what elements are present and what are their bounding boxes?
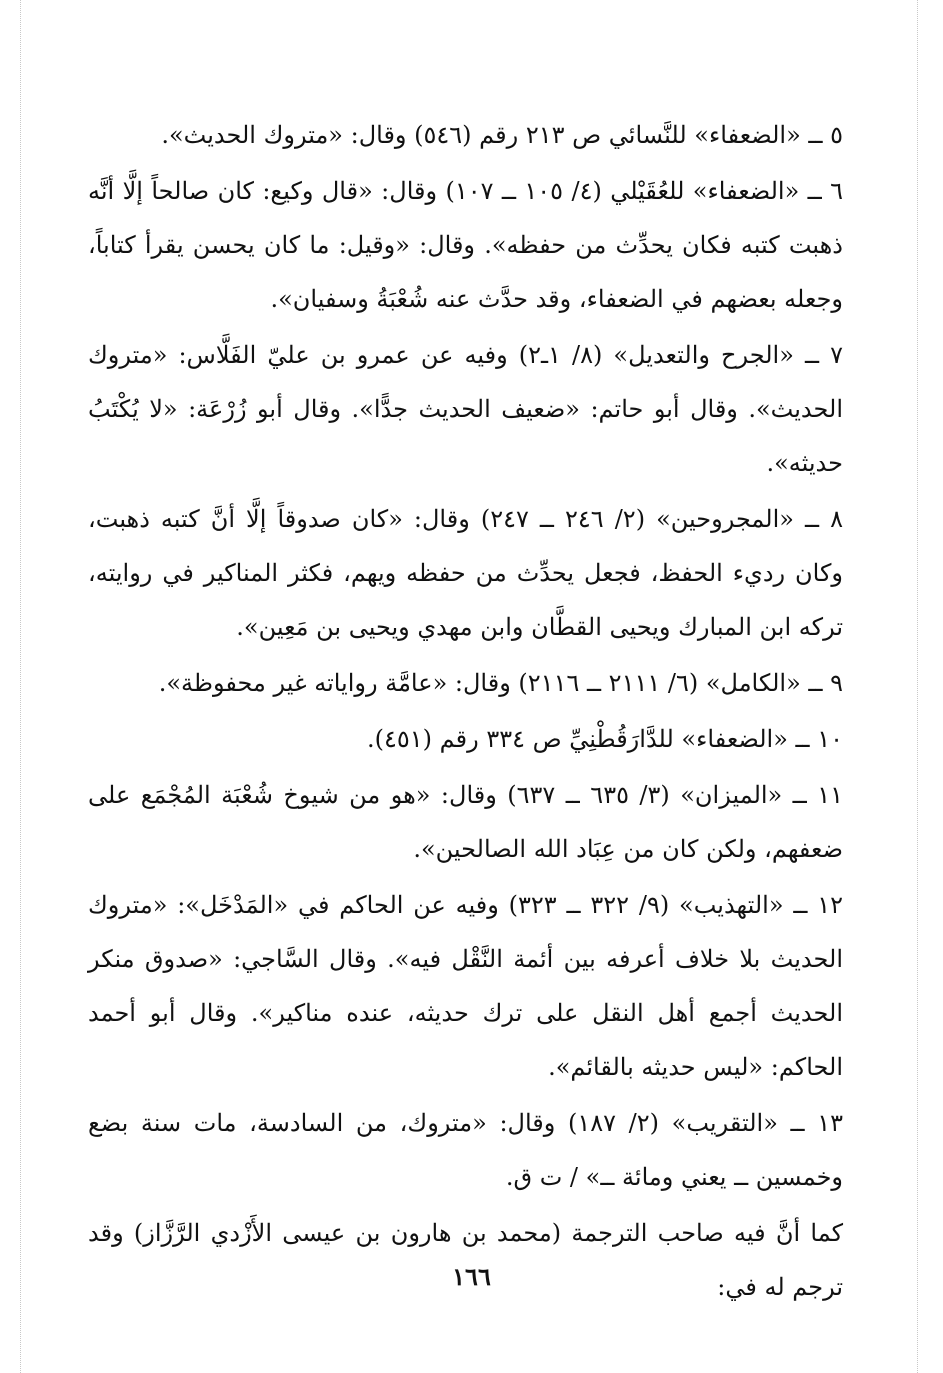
paragraph-6: ٦ ــ «الضعفاء» للعُقَيْلي (٤/ ١٠٥ ــ ١٠٧) وقال: «قال وكيع: كان صالحاً إلَّا أنَّه ذهبت كتبه فكان يحدِّث من حفظه». وقال: «وقيل: ما كان يحسن يقرأ كتاباً، وجعله بعضهم في الضعفاء، وقد حدَّث عنه شُعْبَةُ وسفيان». (88, 177, 844, 313)
scan-margin-line-right (917, 0, 918, 1373)
paragraph-closing: كما أنَّ فيه صاحب الترجمة (محمد بن هارون بن عيسى الأَزْدي الرَّزَّاز) وقد ترجم له في: (88, 1219, 843, 1301)
paragraph-11: ١١ ــ «الميزان» (٣/ ٦٣٥ ــ ٦٣٧) وقال: «هو من شيوخ شُعْبَة المُجْمَع على ضعفهم، ولكن كان من عِبَاد الله الصالحين». (88, 781, 843, 863)
paragraph-7: ٧ ــ «الجرح والتعديل» (٨/ ١ـ٢) وفيه عن عمرو بن عليّ الفَلَّاس: «متروك الحديث». وقال أبو حاتم: «ضعيف الحديث جدًّا». وقال أبو زُرْعَة: «لا يُكْتَبُ حديثه». (88, 341, 844, 477)
scan-margin-line-left (20, 0, 21, 1373)
page-number: ١٦٦ (452, 1262, 491, 1291)
paragraph-12: ١٢ ــ «التهذيب» (٩/ ٣٢٢ ــ ٣٢٣) وفيه عن الحاكم في «المَدْخَل»: «متروك الحديث بلا خلاف أعرفه بين أئمة النَّقْل فيه». وقال السَّاجي: «صدوق منكر الحديث أجمع أهل النقل على ترك حديثه، عنده مناكير». وقال أبو أحمد الحاكم: «ليس حديثه بالقائم». (88, 891, 843, 1081)
main-text (88, 108, 843, 1316)
paragraph-9: ٩ ــ «الكامل» (٦/ ٢١١١ ــ ٢١١٦) وقال: «عامَّة رواياته غير محفوظة». (158, 669, 843, 697)
paragraph-13: ١٣ ــ «التقريب» (٢/ ١٨٧) وقال: «متروك، من السادسة، مات سنة بضع وخمسين ــ يعني ومائة ــ» / ت ق. (88, 1109, 843, 1191)
paragraph-5: ٥ ــ «الضعفاء» للنَّسائي ص ٢١٣ رقم (٥٤٦) وقال: «متروك الحديث». (161, 121, 843, 149)
paragraph-8: ٨ ــ «المجروحين» (٢/ ٢٤٦ ــ ٢٤٧) وقال: «كان صدوقاً إلَّا أنَّ كتبه ذهبت، وكان رديء الحفظ، فجعل يحدِّث من حفظه ويهم، فكثر المناكير في روايته، تركه ابن المبارك ويحيى القطَّان وابن مهدي ويحيى بن مَعِين». (88, 505, 843, 641)
paragraph-10: ١٠ ــ «الضعفاء» للدَّارَقُطْنِيِّ ص ٣٣٤ رقم (٤٥١). (367, 725, 843, 753)
